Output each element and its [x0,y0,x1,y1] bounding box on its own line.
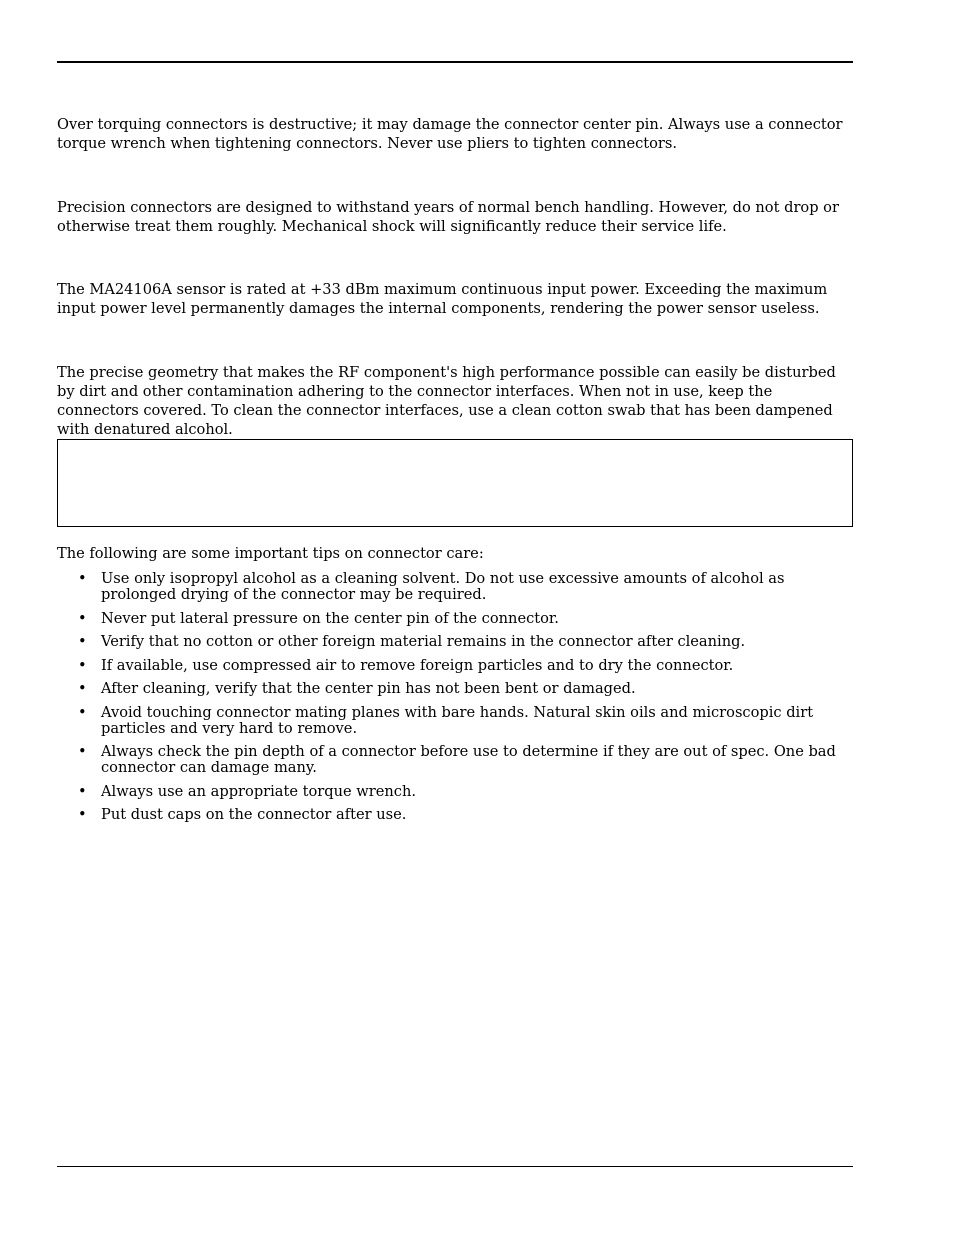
bullet-icon: • [78,743,87,760]
tip-text: Use only isopropyl alcohol as a cleaning solvent. Do not use excessive amounts of alcohol as prolonged drying of the connector may be required. [101,570,785,603]
handling-paragraph: Precision connectors are designed to withstand years of normal bench handling. However, do not drop or otherwise treat them roughly. Mechanical shock will significantly reduce their service life. [57,199,839,235]
cleaning-paragraph: The precise geometry that makes the RF component's high performance possible can easily be disturbed by dirt and other contamination adhering to the connector interfaces. When not in use, keep the connectors covered. To clean the connector interfaces, use a clean cotton swab that has been dampened with denatured alcohol. [57,364,836,438]
tips-list [57,571,853,831]
bullet-icon: • [78,656,87,674]
tip-text: If available, use compressed air to remove foreign particles and to dry the connector. [101,656,734,674]
tips-intro: The following are some important tips on connector care: [57,545,484,562]
tip-item [57,744,853,776]
tip-text: Always use an appropriate torque wrench. [101,782,417,800]
tip-item [57,658,853,674]
tip-item [57,784,853,800]
bullet-icon: • [78,703,87,721]
tip-text: After cleaning, verify that the center pin has not been bent or damaged. [101,680,636,697]
bullet-icon: • [78,782,87,800]
tip-text: Always check the pin depth of a connector before use to determine if they are out of spec. One bad connector can damage many. [101,743,836,776]
tip-text: Put dust caps on the connector after use. [101,806,407,823]
bullet-icon: • [78,806,87,823]
header-rule [57,61,853,63]
tip-item [57,681,853,697]
footer-rule [57,1166,853,1167]
tip-item [57,807,853,823]
tip-text: Avoid touching connector mating planes with bare hands. Natural skin oils and microscopic dirt particles and very hard to remove. [101,703,814,737]
tip-item [57,705,853,737]
torque-paragraph: Over torquing connectors is destructive; it may damage the connector center pin. Always use a connector torque wrench when tightening connectors. Never use pliers to tighten connectors. [57,116,843,152]
bullet-icon: • [78,633,87,650]
tip-text: Never put lateral pressure on the center pin of the connector. [101,609,559,627]
bullet-icon: • [78,609,87,627]
tip-item [57,634,853,650]
tip-item [57,611,853,627]
tip-text: Verify that no cotton or other foreign material remains in the connector after cleaning. [101,633,746,650]
bullet-icon: • [78,570,87,587]
note-box [57,439,853,527]
bullet-icon: • [78,680,87,697]
power-paragraph: The MA24106A sensor is rated at +33 dBm maximum continuous input power. Exceeding the maximum input power level permanently damages the internal components, rendering the power sensor useless. [57,281,828,317]
tip-item [57,571,853,603]
